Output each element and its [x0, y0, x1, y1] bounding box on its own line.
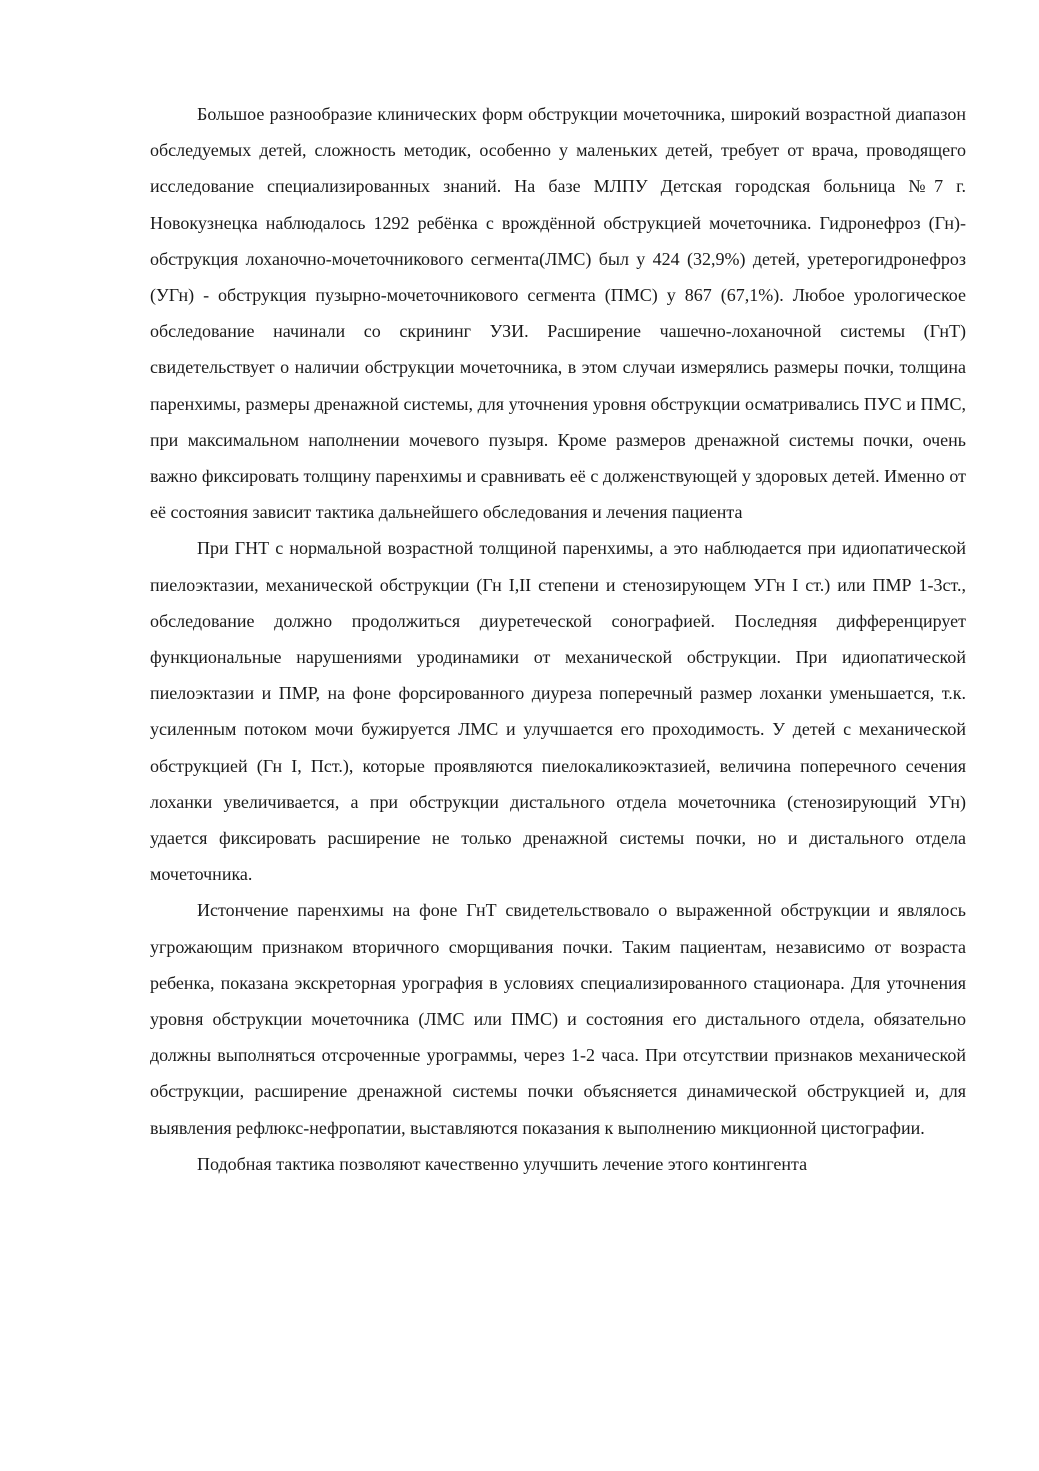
paragraph-3: Истончение паренхимы на фоне ГнТ свидетельствовало о выраженной обструкции и являлось угрожающим признаком вторичного сморщивания почки. Таким пациентам, независимо от возраста ребенка, показана экскреторная урография в условиях специализированного стационара. Для уточнения уровня обструкции мочеточника (ЛМС или ПМС) и состояния его дистального отдела, обязательно должны выполняться отсроченные урограммы, через 1-2 часа. При отсутствии признаков механической обструкции, расширение дренажной системы почки объясняется динамической обструкцией и, для выявления рефлюкс-нефропатии, выставляются показания к выполнению микционной цистографии.	[150, 900, 966, 1138]
paragraph-4: Подобная тактика позволяют качественно улучшить лечение этого контингента	[197, 1153, 808, 1174]
paragraph-1: Большое разнообразие клинических форм обструкции мочеточника, широкий возрастной диапазон обследуемых детей, сложность методик, особенно у маленьких детей, требует от врача, проводящего исследование специализированных знаний. На базе МЛПУ Детская городская больница №7 г. Новокузнецка наблюдалось 1292 ребёнка с врождённой обструкцией мочеточника. Гидронефроз (Гн)-обструкция лоханочно-мочеточникового сегмента(ЛМС) был у 424 (32,9%) детей, уретерогидронефроз (УГн) - обструкция пузырно-мочеточникового сегмента (ПМС) у 867 (67,1%). Любое урологическое обследование начинали со скрининг УЗИ. Расширение чашечно-лоханочной системы (ГнТ) свидетельствует о наличии обструкции мочеточника, в этом случаи измерялись размеры почки, толщина паренхимы, размеры дренажной системы, для уточнения уровня обструкции осматривались ПУС и ПМС, при максимальном наполнении мочевого пузыря. Кроме размеров дренажной системы почки, очень важно фиксировать толщину паренхимы и сравнивать её с долженствующей у здоровых детей. Именно от её состояния зависит тактика дальнейшего обследования и лечения пациента	[150, 104, 966, 523]
paragraph-2: При ГНТ с нормальной возрастной толщиной паренхимы, а это наблюдается при идиопатической пиелоэктазии, механической обструкции (Гн I,II степени и стенозирующем УГн I ст.) или ПМР 1-3ст., обследование должно продолжиться диуретеческой сонографией. Последняя дифференцирует функциональные нарушениями уродинамики от механической обструкции. При идиопатической пиелоэктазии и ПМР, на фоне форсированного диуреза поперечный размер лоханки уменьшается, т.к. усиленным потоком мочи бужируется ЛМС и улучшается его проходимость. У детей с механической обструкцией (Гн I, Пст.), которые проявляются пиелокаликоэктазией, величина поперечного сечения лоханки увеличивается, а при обструкции дистального отдела мочеточника (стенозирующий УГн) удается фиксировать расширение не только дренажной системы почки, но и дистального отдела мочеточника.	[150, 538, 966, 885]
document-page	[150, 96, 966, 1182]
